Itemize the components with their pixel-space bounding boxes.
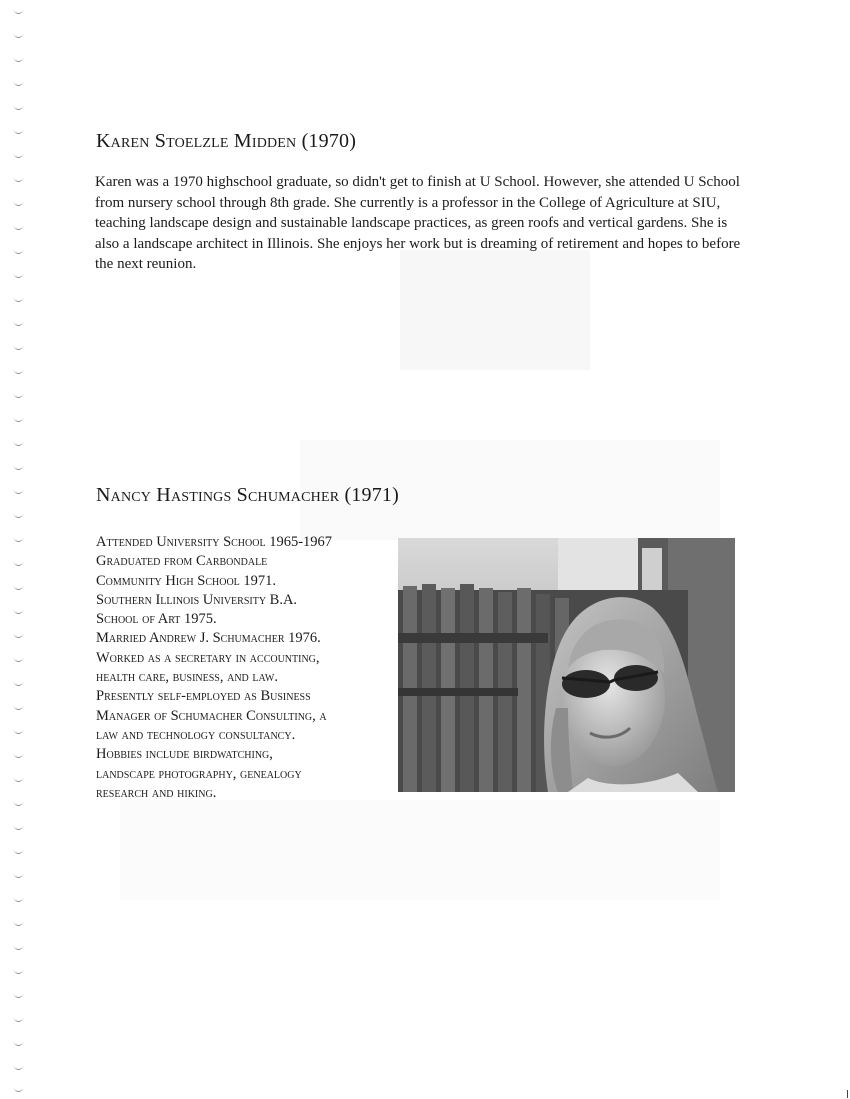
scan-edge-mark bbox=[847, 1090, 848, 1098]
bio-line: Presently self-employed as Business bbox=[96, 688, 311, 705]
bio-line: Married Andrew J. Schumacher 1976. bbox=[96, 630, 321, 647]
nancy-bio-text bbox=[96, 533, 396, 803]
karen-bio-paragraph: Karen was a 1970 highschool graduate, so didn't get to finish at U School. However, she attended U School from nursery school through 8th grade. She currently is a professor in the College of Agriculture at SIU, teaching landscape design and sustainable landscape practices, as green roofs and vertical gardens. She is also a landscape architect in Illinois. She enjoys her work but is dreaming of retirement and hopes to before the next reunion. bbox=[95, 174, 741, 272]
portrait-photo bbox=[398, 538, 735, 792]
section-heading-karen: Karen Stoelzle Midden (1970) bbox=[96, 130, 357, 152]
bio-line: Manager of Schumacher Consulting, a bbox=[96, 707, 327, 724]
bio-line: law and technology consultancy. bbox=[96, 726, 296, 743]
bio-line: Community High School 1971. bbox=[96, 572, 277, 589]
bio-line: landscape photography, genealogy bbox=[96, 765, 302, 782]
bio-line: School of Art 1975. bbox=[96, 611, 217, 628]
bio-line: Worked as a secretary in accounting, bbox=[96, 649, 320, 666]
bio-line: research and hiking. bbox=[96, 784, 217, 801]
bio-line: Southern Illinois University B.A. bbox=[96, 591, 298, 608]
ring-binding-holes bbox=[0, 0, 34, 1099]
section-heading-nancy: Nancy Hastings Schumacher (1971) bbox=[96, 484, 399, 506]
bleed-through-text-block-lower bbox=[120, 800, 720, 900]
bio-line: Attended University School 1965-1967 bbox=[96, 534, 333, 550]
bio-line: Graduated from Carbondale bbox=[96, 553, 268, 570]
bio-line: Hobbies include birdwatching, bbox=[96, 746, 273, 763]
bio-line: health care, business, and law. bbox=[96, 669, 278, 686]
